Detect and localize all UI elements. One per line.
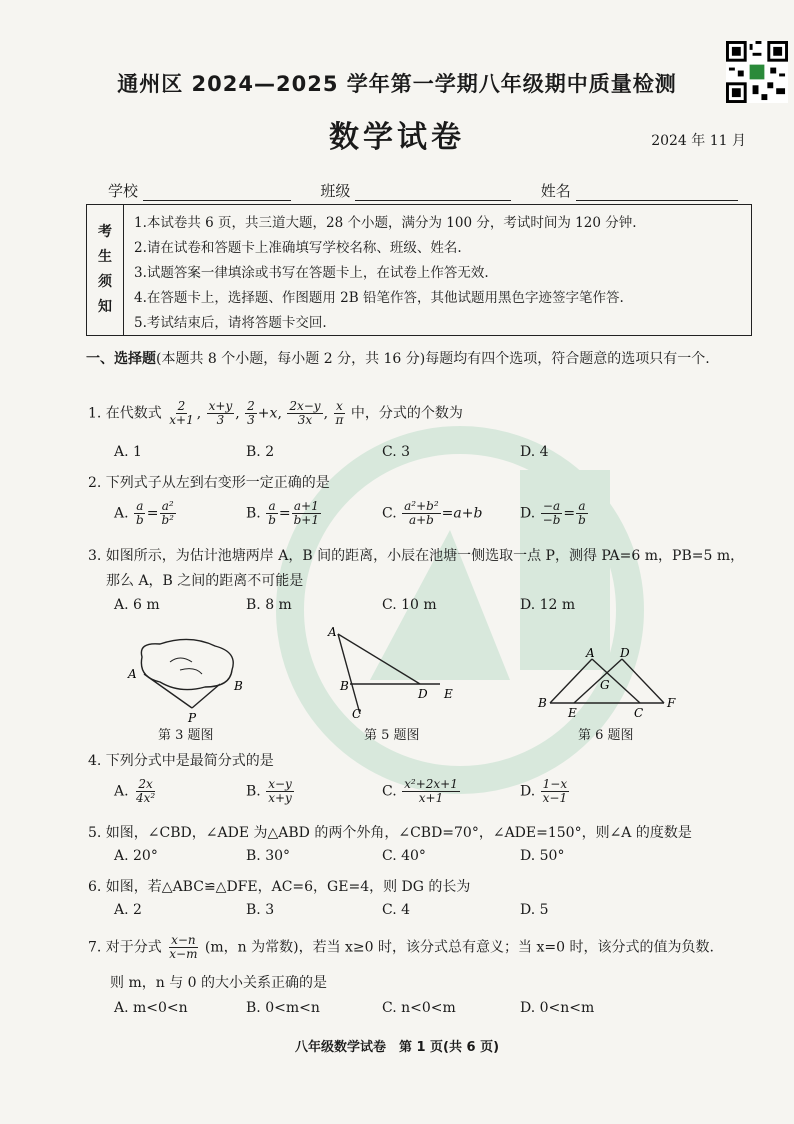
exam-date: 2024 年 11 月 <box>651 133 746 149</box>
q3-option-b[interactable]: B. 8 m <box>246 597 292 613</box>
figure-6-diagram <box>534 645 684 720</box>
class-field[interactable] <box>355 184 511 201</box>
q6-option-d[interactable]: D. 5 <box>520 902 549 918</box>
q1-option-a[interactable]: A. 1 <box>114 444 142 460</box>
question-6: 6. 如图，若△ABC≌△DFE，AC=6，GE=4，则 DG 的长为 <box>88 879 471 895</box>
q3-option-c[interactable]: C. 10 m <box>382 597 437 613</box>
q4-option-c[interactable]: C. $\frac{\text{x²+2x+1}}{x+1}$ <box>382 777 458 805</box>
q7-option-c[interactable]: C. n<0<m <box>382 1000 456 1016</box>
svg-text:A: A <box>328 625 337 639</box>
figure-5-caption: 第 5 题图 <box>364 728 420 743</box>
svg-text:E: E <box>444 687 453 701</box>
exam-title: 通州区 2024—2025 学年第一学期八年级期中质量检测 <box>117 72 677 96</box>
figure-3-caption: 第 3 题图 <box>158 728 214 743</box>
svg-text:B: B <box>340 679 349 693</box>
class-label: 班级 <box>320 182 351 200</box>
svg-text:B: B <box>234 679 243 693</box>
q7-option-b[interactable]: B. 0<m<n <box>246 1000 320 1016</box>
notice-item: 4.在答题卡上，选择题、作图题用 2B 铅笔作答，其他试题用黑色字迹签字笔作答. <box>134 290 624 306</box>
svg-text:C: C <box>634 706 644 720</box>
notice-item: 5.考试结束后，请将答题卡交回. <box>134 315 327 331</box>
svg-text:C: C <box>352 707 362 721</box>
q5-option-d[interactable]: D. 50° <box>520 848 565 864</box>
figure-5-diagram <box>320 622 470 722</box>
notice-item: 2.请在试卷和答题卡上准确填写学校名称、班级、姓名. <box>134 240 462 256</box>
q5-option-a[interactable]: A. 20° <box>114 848 158 864</box>
svg-text:F: F <box>667 696 676 710</box>
svg-text:A: A <box>128 667 137 681</box>
question-5: 5. 如图，∠CBD，∠ADE 为△ABD 的两个外角，∠CBD=70°，∠ADE=150°，则∠A 的度数是 <box>88 825 692 841</box>
q2-option-b[interactable]: B. $\frac{a}{b}$ = $\frac{a+1}{b+1}$ <box>246 499 319 527</box>
q7-option-d[interactable]: D. 0<n<m <box>520 1000 595 1016</box>
figure-6-caption: 第 6 题图 <box>578 728 634 743</box>
svg-text:D: D <box>418 687 428 701</box>
q1-option-b[interactable]: B. 2 <box>246 444 275 460</box>
notice-item: 1.本试卷共 6 页，共三道大题，28 个小题，满分为 100 分，考试时间为 120 分钟. <box>134 215 637 231</box>
figure-3-diagram <box>120 632 260 727</box>
svg-text:A: A <box>586 646 595 660</box>
question-2: 2. 下列式子从左到右变形一定正确的是 <box>88 475 330 491</box>
q4-option-b[interactable]: B. $\frac{x-y}{x+y}$ <box>246 777 292 805</box>
q5-option-b[interactable]: B. 30° <box>246 848 291 864</box>
q3-option-d[interactable]: D. 12 m <box>520 597 576 613</box>
school-field[interactable] <box>143 184 291 201</box>
svg-text:B: B <box>538 696 547 710</box>
student-info-row <box>108 180 738 201</box>
q1-option-d[interactable]: D. 4 <box>520 444 549 460</box>
svg-text:D: D <box>620 646 630 660</box>
notice-items <box>124 205 647 335</box>
svg-text:E: E <box>568 706 577 720</box>
svg-text:G: G <box>600 678 610 692</box>
name-label: 姓名 <box>540 182 571 200</box>
question-3-line1: 3. 如图所示，为估计池塘两岸 A，B 间的距离，小辰在池塘一侧选取一点 P，测得 PA=6 m，PB=5 m， <box>88 548 745 564</box>
section-heading: 一、选择题(本题共 8 个小题，每小题 2 分，共 16 分)每题均有四个选项，符合题意的选项只有一个. <box>86 351 710 367</box>
q1-option-c[interactable]: C. 3 <box>382 444 411 460</box>
q6-option-b[interactable]: B. 3 <box>246 902 275 918</box>
q2-option-a[interactable]: A. $\frac{a}{b}$ = $\frac{\text{a²}}{\text{b²}}$ <box>114 499 174 527</box>
name-field[interactable] <box>576 184 738 201</box>
school-label: 学校 <box>108 182 139 200</box>
q4-option-a[interactable]: A. $\frac{2x}{\text{4x²}}$ <box>114 777 156 805</box>
question-7-line1: 7. 对于分式 $\frac{x-n}{x-m}$ (m，n 为常数)，若当 x≥0 时，该分式总有意义；当 x=0 时，该分式的值为负数. <box>88 933 714 961</box>
question-3-line2: 那么 A，B 之间的距离不可能是 <box>106 573 304 589</box>
question-1: 1. 在代数式 $\frac{2}{x+1}$ , $\frac{x+y}{3}$ , $\frac{2}{3}$ +x, $\frac{2x-y}{3x}$ , $\frac{x}{\pi}$ 中，分式的个数为 <box>88 399 463 427</box>
page-footer: 八年级数学试卷 第 1 页(共 6 页) <box>294 1040 500 1055</box>
q2-option-d[interactable]: D. $\frac{-a}{-b}$ = $\frac{a}{b}$ <box>520 499 586 527</box>
exam-subtitle: 数学试卷 <box>329 120 465 155</box>
svg-text:P: P <box>188 711 197 725</box>
q6-option-a[interactable]: A. 2 <box>114 902 142 918</box>
q7-option-a[interactable]: A. m<0<n <box>114 1000 188 1016</box>
q5-option-c[interactable]: C. 40° <box>382 848 426 864</box>
q3-option-a[interactable]: A. 6 m <box>114 597 160 613</box>
q6-option-c[interactable]: C. 4 <box>382 902 411 918</box>
question-4: 4. 下列分式中是最简分式的是 <box>88 753 274 769</box>
notice-label: 考 生 须 知 <box>87 205 124 335</box>
exam-notice-box <box>86 204 752 336</box>
question-7-line2: 则 m，n 与 0 的大小关系正确的是 <box>110 975 327 991</box>
notice-item: 3.试题答案一律填涂或书写在答题卡上，在试卷上作答无效. <box>134 265 489 281</box>
q4-option-d[interactable]: D. $\frac{1-x}{x-1}$ <box>520 777 568 805</box>
q2-option-c[interactable]: C. $\frac{\text{a²+b²}}{a+b}$ =a+b <box>382 499 483 527</box>
